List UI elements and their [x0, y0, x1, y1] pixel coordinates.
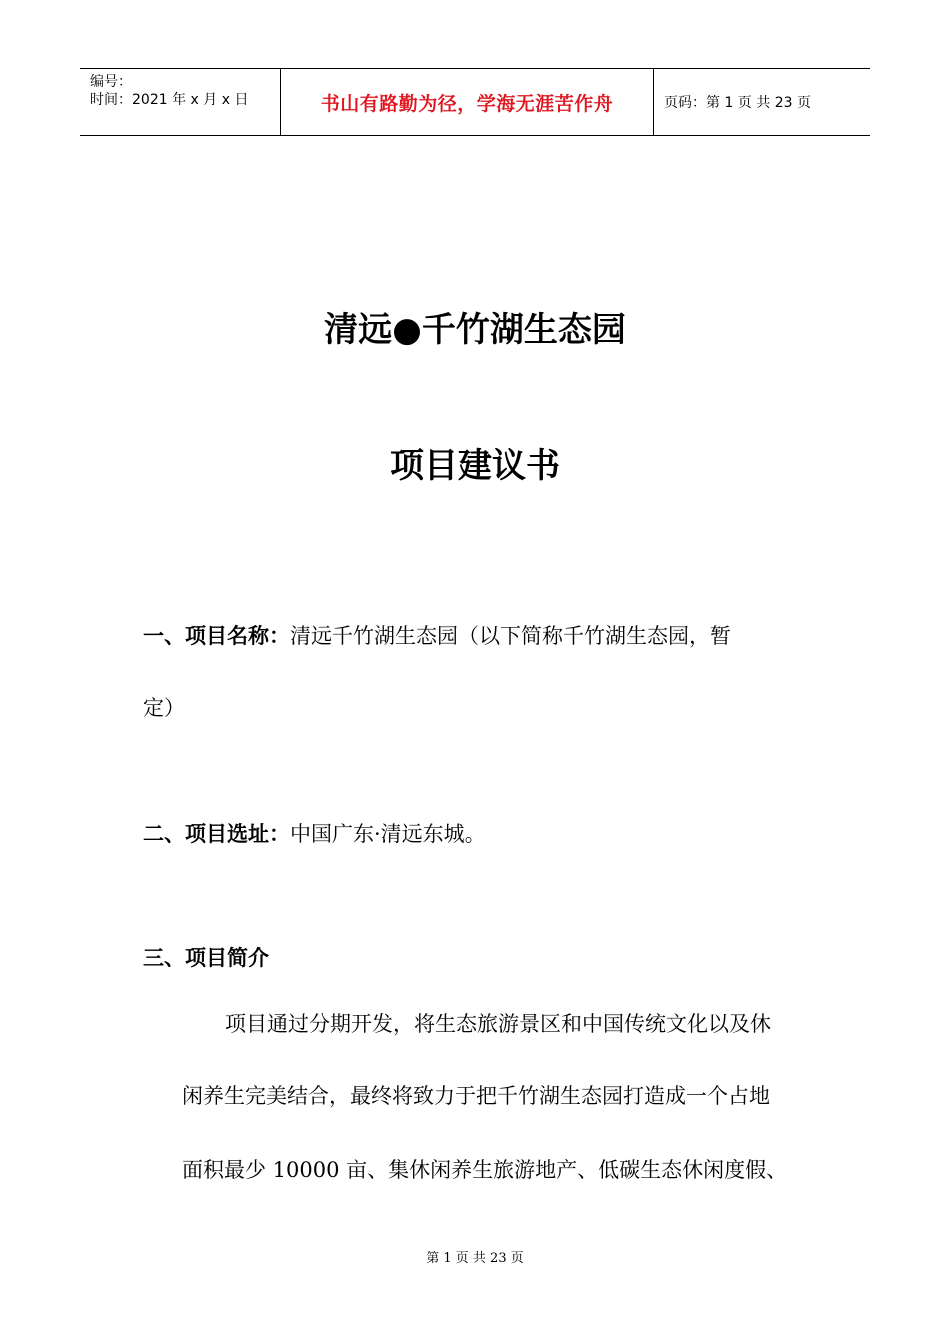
section-project-name-label: 一、项目名称：	[143, 624, 290, 648]
intro-paragraph-line: 项目通过分期开发，将生态旅游景区和中国传统文化以及休	[225, 1012, 771, 1036]
time-label: 时间：2021 年 x 月 x 日	[90, 92, 249, 108]
page-footer: 第 1 页 共 23 页	[426, 1251, 524, 1266]
header-motto: 书山有路勤为径，学海无涯苦作舟	[320, 92, 614, 115]
section-project-intro	[143, 942, 269, 972]
header-motto-cell	[281, 69, 654, 135]
section-project-site	[143, 818, 486, 848]
section-project-site-label: 二、项目选址：	[143, 822, 290, 846]
header-page-info: 页码：第 1 页 共 23 页	[664, 95, 811, 111]
header-meta-cell	[80, 69, 281, 135]
document-subtitle: 项目建议书	[390, 446, 560, 486]
section-project-name-continued: 定）	[143, 696, 185, 720]
header-page-cell	[654, 69, 870, 135]
intro-paragraph-line: 闲养生完美结合，最终将致力于把千竹湖生态园打造成一个占地	[182, 1084, 770, 1108]
page-header	[80, 68, 870, 136]
intro-paragraph-line: 面积最少 10000 亩、集休闲养生旅游地产、低碳生态休闲度假、	[182, 1158, 788, 1182]
section-project-intro-label: 三、项目简介	[143, 946, 269, 970]
number-label: 编号：	[90, 74, 132, 90]
section-project-site-text: 中国广东·清远东城。	[290, 822, 486, 846]
document-title: 清远●千竹湖生态园	[324, 310, 626, 350]
section-project-name	[143, 620, 731, 650]
section-project-name-text: 清远千竹湖生态园（以下简称千竹湖生态园，暂	[290, 624, 731, 648]
